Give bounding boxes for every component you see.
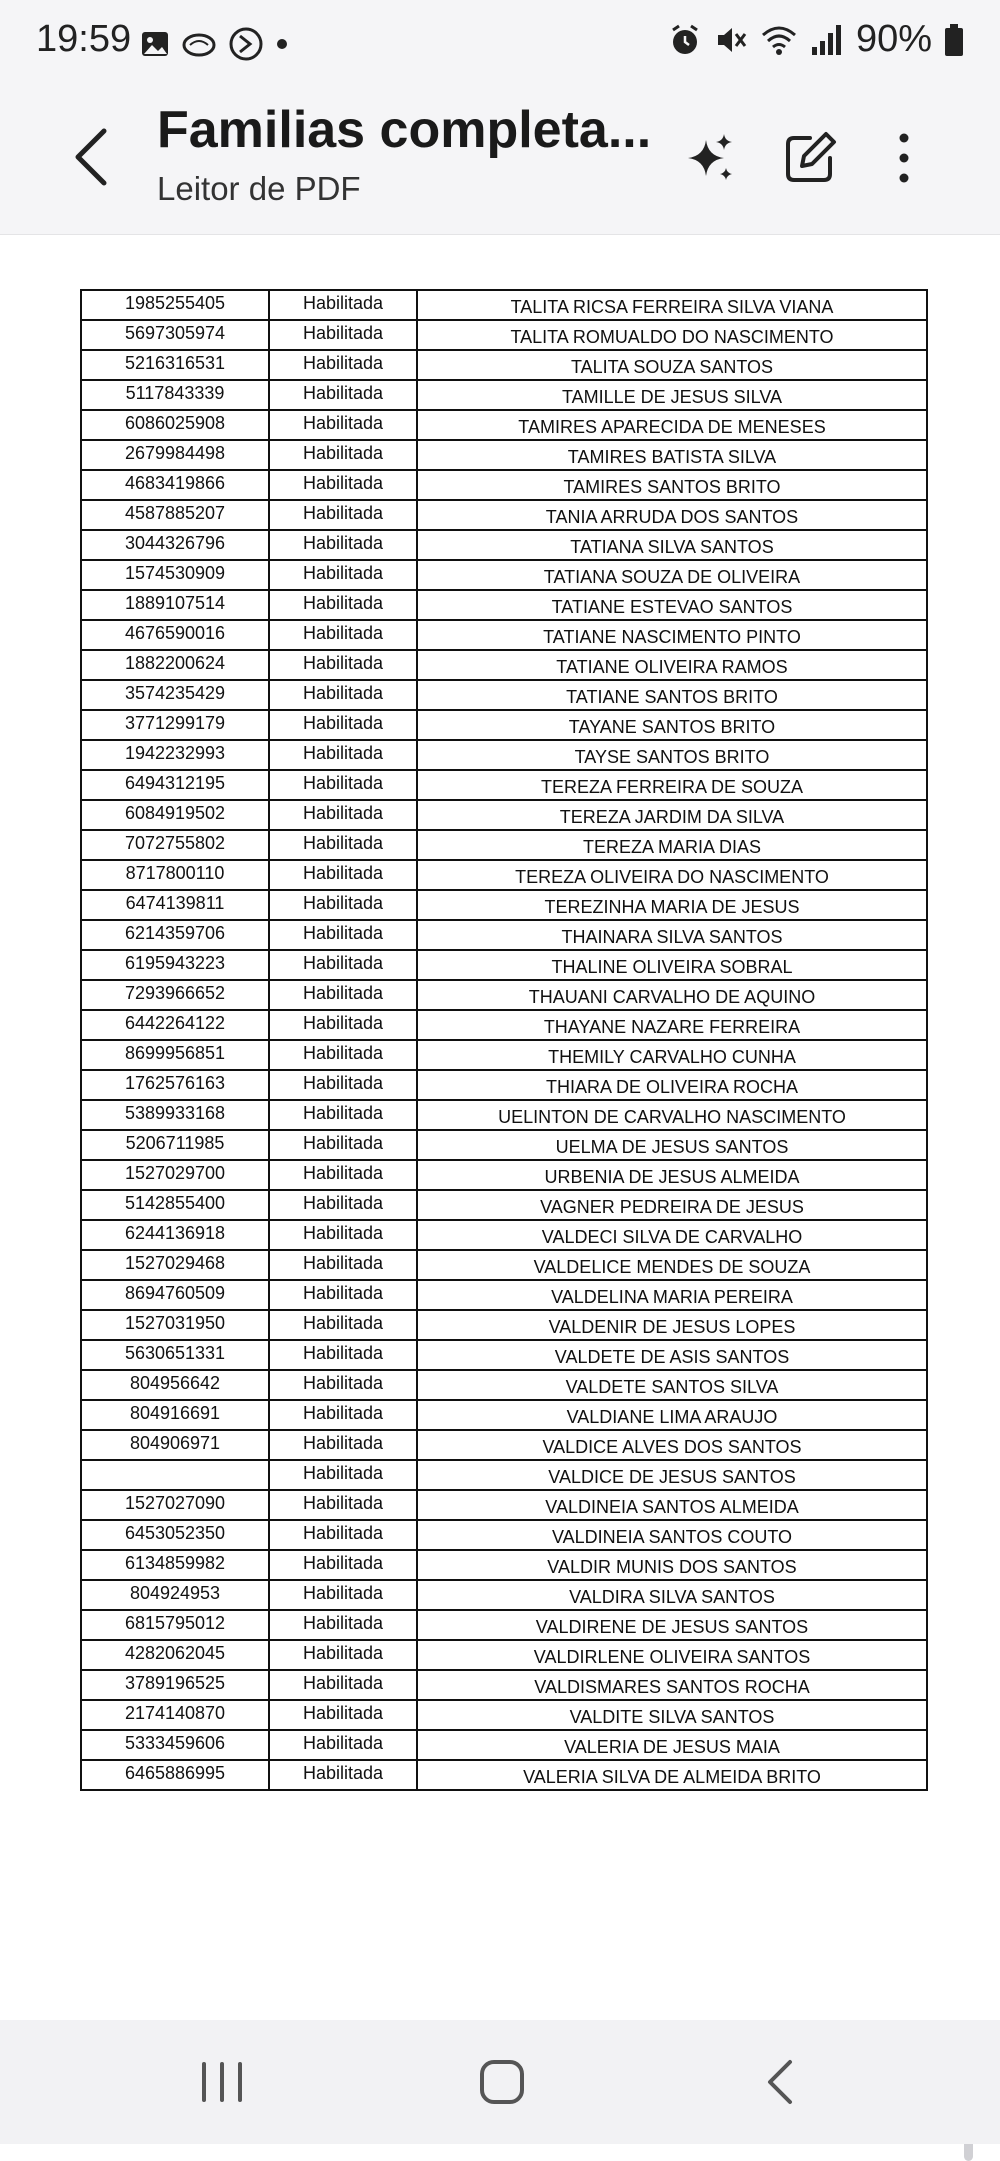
pdf-page[interactable] (0, 235, 1000, 2020)
table-row (81, 1190, 927, 1220)
table-row (81, 950, 927, 980)
row-name-cell: TEREZINHA MARIA DE JESUS (417, 890, 927, 920)
row-id-cell: 1574530909 (81, 560, 269, 590)
table-row (81, 890, 927, 920)
row-status-cell: Habilitada (269, 710, 417, 740)
row-status-cell: Habilitada (269, 680, 417, 710)
table-row (81, 440, 927, 470)
table-row (81, 1280, 927, 1310)
table-row (81, 320, 927, 350)
row-status-cell: Habilitada (269, 530, 417, 560)
back-icon[interactable] (68, 125, 116, 189)
row-id-cell: 4676590016 (81, 620, 269, 650)
table-row (81, 1070, 927, 1100)
row-name-cell: URBENIA DE JESUS ALMEIDA (417, 1160, 927, 1190)
row-name-cell: VALDELICE MENDES DE SOUZA (417, 1250, 927, 1280)
sync-icon (228, 26, 264, 62)
row-id-cell: 1527027090 (81, 1490, 269, 1520)
row-id-cell: 5216316531 (81, 350, 269, 380)
edit-icon[interactable] (780, 128, 840, 188)
row-id-cell: 6474139811 (81, 890, 269, 920)
row-id-cell: 6084919502 (81, 800, 269, 830)
row-id-cell: 804906971 (81, 1430, 269, 1460)
table-row (81, 980, 927, 1010)
table-row (81, 1580, 927, 1610)
battery-percent: 90% (855, 18, 932, 60)
row-status-cell: Habilitada (269, 1310, 417, 1340)
row-id-cell: 6086025908 (81, 410, 269, 440)
table-row (81, 620, 927, 650)
status-icons-left (140, 26, 288, 62)
row-status-cell: Habilitada (269, 560, 417, 590)
row-id-cell: 5389933168 (81, 1100, 269, 1130)
status-icons-right (668, 18, 964, 61)
row-name-cell: VALERIA DE JESUS MAIA (417, 1730, 927, 1760)
row-name-cell: VALDITE SILVA SANTOS (417, 1700, 927, 1730)
row-id-cell: 3574235429 (81, 680, 269, 710)
row-id-cell: 6442264122 (81, 1010, 269, 1040)
row-name-cell: VALERIA SILVA DE ALMEIDA BRITO (417, 1760, 927, 1790)
row-id-cell: 1527029700 (81, 1160, 269, 1190)
row-id-cell: 8694760509 (81, 1280, 269, 1310)
row-name-cell: TAMIRES BATISTA SILVA (417, 440, 927, 470)
row-status-cell: Habilitada (269, 470, 417, 500)
gallery-icon (140, 29, 170, 59)
table-row (81, 1130, 927, 1160)
table-row (81, 800, 927, 830)
row-id-cell: 5117843339 (81, 380, 269, 410)
table-row (81, 1160, 927, 1190)
row-name-cell: VALDIRLENE OLIVEIRA SANTOS (417, 1640, 927, 1670)
row-id-cell: 3789196525 (81, 1670, 269, 1700)
row-name-cell: VALDIR MUNIS DOS SANTOS (417, 1550, 927, 1580)
table-row (81, 290, 927, 320)
row-status-cell: Habilitada (269, 1580, 417, 1610)
row-status-cell: Habilitada (269, 380, 417, 410)
row-name-cell: VALDINEIA SANTOS COUTO (417, 1520, 927, 1550)
row-status-cell: Habilitada (269, 950, 417, 980)
table-row (81, 830, 927, 860)
table-row (81, 1730, 927, 1760)
document-subtitle: Leitor de PDF (157, 170, 361, 207)
table-row (81, 1550, 927, 1580)
table-row (81, 530, 927, 560)
row-name-cell: TAMIRES SANTOS BRITO (417, 470, 927, 500)
wifi-icon (760, 23, 798, 57)
row-id-cell: 1762576163 (81, 1070, 269, 1100)
table-row (81, 1310, 927, 1340)
row-status-cell: Habilitada (269, 1370, 417, 1400)
app-bar (0, 80, 1000, 235)
table-row (81, 560, 927, 590)
row-name-cell: THAYANE NAZARE FERREIRA (417, 1010, 927, 1040)
system-nav-bar (0, 2020, 1000, 2144)
row-status-cell: Habilitada (269, 740, 417, 770)
row-name-cell: TALITA SOUZA SANTOS (417, 350, 927, 380)
row-status-cell: Habilitada (269, 830, 417, 860)
table-row (81, 1400, 927, 1430)
row-name-cell: VALDIRA SILVA SANTOS (417, 1580, 927, 1610)
row-id-cell: 4282062045 (81, 1640, 269, 1670)
row-name-cell: TAMIRES APARECIDA DE MENESES (417, 410, 927, 440)
row-status-cell: Habilitada (269, 290, 417, 320)
row-name-cell: THIARA DE OLIVEIRA ROCHA (417, 1070, 927, 1100)
row-id-cell: 5206711985 (81, 1130, 269, 1160)
row-id-cell: 6453052350 (81, 1520, 269, 1550)
row-name-cell: TATIANE ESTEVAO SANTOS (417, 590, 927, 620)
table-row (81, 1370, 927, 1400)
row-status-cell: Habilitada (269, 1070, 417, 1100)
row-id-cell: 7072755802 (81, 830, 269, 860)
row-name-cell: TATIANA SOUZA DE OLIVEIRA (417, 560, 927, 590)
alarm-icon (668, 23, 702, 57)
row-status-cell: Habilitada (269, 920, 417, 950)
row-status-cell: Habilitada (269, 500, 417, 530)
row-status-cell: Habilitada (269, 860, 417, 890)
row-status-cell: Habilitada (269, 1460, 417, 1490)
families-table (80, 289, 928, 1791)
table-row (81, 1040, 927, 1070)
table-row (81, 740, 927, 770)
row-id-cell: 6195943223 (81, 950, 269, 980)
table-row (81, 1700, 927, 1730)
row-status-cell: Habilitada (269, 350, 417, 380)
row-name-cell: TEREZA OLIVEIRA DO NASCIMENTO (417, 860, 927, 890)
row-id-cell: 8699956851 (81, 1040, 269, 1070)
row-status-cell: Habilitada (269, 620, 417, 650)
row-status-cell: Habilitada (269, 1490, 417, 1520)
row-name-cell: VALDINEIA SANTOS ALMEIDA (417, 1490, 927, 1520)
table-row (81, 410, 927, 440)
table-row (81, 380, 927, 410)
row-name-cell: TEREZA JARDIM DA SILVA (417, 800, 927, 830)
row-status-cell: Habilitada (269, 1040, 417, 1070)
ai-sparkle-icon[interactable] (680, 128, 740, 188)
table-row (81, 680, 927, 710)
row-status-cell: Habilitada (269, 890, 417, 920)
row-name-cell: VALDICE ALVES DOS SANTOS (417, 1430, 927, 1460)
row-name-cell: THEMILY CARVALHO CUNHA (417, 1040, 927, 1070)
table-row (81, 1010, 927, 1040)
more-icon[interactable] (874, 128, 934, 188)
row-name-cell: TEREZA MARIA DIAS (417, 830, 927, 860)
row-id-cell: 6494312195 (81, 770, 269, 800)
row-id-cell: 6465886995 (81, 1760, 269, 1790)
row-id-cell: 3771299179 (81, 710, 269, 740)
row-name-cell: TATIANE OLIVEIRA RAMOS (417, 650, 927, 680)
recents-icon[interactable] (182, 2050, 262, 2114)
row-id-cell: 4683419866 (81, 470, 269, 500)
row-status-cell: Habilitada (269, 1010, 417, 1040)
row-status-cell: Habilitada (269, 1760, 417, 1790)
table-row (81, 1430, 927, 1460)
table-row (81, 1760, 927, 1790)
row-name-cell: VALDETE DE ASIS SANTOS (417, 1340, 927, 1370)
row-id-cell: 1942232993 (81, 740, 269, 770)
table-row (81, 1340, 927, 1370)
row-status-cell: Habilitada (269, 1400, 417, 1430)
row-status-cell: Habilitada (269, 1160, 417, 1190)
row-status-cell: Habilitada (269, 770, 417, 800)
table-row (81, 920, 927, 950)
row-status-cell: Habilitada (269, 320, 417, 350)
table-row (81, 1670, 927, 1700)
row-id-cell: 1889107514 (81, 590, 269, 620)
row-id-cell: 804916691 (81, 1400, 269, 1430)
row-status-cell: Habilitada (269, 1700, 417, 1730)
row-status-cell: Habilitada (269, 1250, 417, 1280)
row-id-cell: 1882200624 (81, 650, 269, 680)
row-name-cell: VALDICE DE JESUS SANTOS (417, 1460, 927, 1490)
table-row (81, 860, 927, 890)
row-id-cell: 6134859982 (81, 1550, 269, 1580)
document-title: Familias completa... (157, 101, 652, 159)
status-time: 19:59 (36, 18, 132, 60)
row-id-cell: 7293966652 (81, 980, 269, 1010)
table-row (81, 500, 927, 530)
row-status-cell: Habilitada (269, 1610, 417, 1640)
battery-icon (944, 23, 964, 57)
row-name-cell: THALINE OLIVEIRA SOBRAL (417, 950, 927, 980)
row-id-cell: 5697305974 (81, 320, 269, 350)
row-id-cell: 1527029468 (81, 1250, 269, 1280)
table-row (81, 1610, 927, 1640)
row-name-cell: TANIA ARRUDA DOS SANTOS (417, 500, 927, 530)
row-name-cell: TATIANE NASCIMENTO PINTO (417, 620, 927, 650)
row-status-cell: Habilitada (269, 1730, 417, 1760)
row-id-cell: 4587885207 (81, 500, 269, 530)
dot-icon (276, 38, 288, 50)
row-name-cell: VALDETE SANTOS SILVA (417, 1370, 927, 1400)
row-id-cell: 3044326796 (81, 530, 269, 560)
row-name-cell: VALDELINA MARIA PEREIRA (417, 1280, 927, 1310)
table-row (81, 350, 927, 380)
row-id-cell: 2679984498 (81, 440, 269, 470)
row-name-cell: TAYSE SANTOS BRITO (417, 740, 927, 770)
table-row (81, 470, 927, 500)
row-name-cell: VALDENIR DE JESUS LOPES (417, 1310, 927, 1340)
row-status-cell: Habilitada (269, 650, 417, 680)
row-status-cell: Habilitada (269, 1670, 417, 1700)
row-id-cell (81, 1460, 269, 1490)
table-row (81, 710, 927, 740)
row-name-cell: VALDIRENE DE JESUS SANTOS (417, 1610, 927, 1640)
row-name-cell: TAMILLE DE JESUS SILVA (417, 380, 927, 410)
table-row (81, 1250, 927, 1280)
table-row (81, 1490, 927, 1520)
table-row (81, 1220, 927, 1250)
row-status-cell: Habilitada (269, 440, 417, 470)
row-status-cell: Habilitada (269, 1130, 417, 1160)
row-name-cell: TATIANE SANTOS BRITO (417, 680, 927, 710)
row-id-cell: 804924953 (81, 1580, 269, 1610)
signal-icon (810, 23, 844, 57)
row-id-cell: 1985255405 (81, 290, 269, 320)
row-name-cell: TEREZA FERREIRA DE SOUZA (417, 770, 927, 800)
row-id-cell: 1527031950 (81, 1310, 269, 1340)
back-nav-icon[interactable] (742, 2050, 822, 2114)
row-name-cell: TALITA RICSA FERREIRA SILVA VIANA (417, 290, 927, 320)
table-row (81, 1640, 927, 1670)
row-status-cell: Habilitada (269, 1100, 417, 1130)
row-status-cell: Habilitada (269, 1220, 417, 1250)
row-id-cell: 2174140870 (81, 1700, 269, 1730)
row-id-cell: 5333459606 (81, 1730, 269, 1760)
row-status-cell: Habilitada (269, 1430, 417, 1460)
row-status-cell: Habilitada (269, 800, 417, 830)
row-name-cell: TALITA ROMUALDO DO NASCIMENTO (417, 320, 927, 350)
row-id-cell: 5142855400 (81, 1190, 269, 1220)
row-name-cell: TAYANE SANTOS BRITO (417, 710, 927, 740)
table-row (81, 770, 927, 800)
row-name-cell: UELINTON DE CARVALHO NASCIMENTO (417, 1100, 927, 1130)
row-name-cell: TATIANA SILVA SANTOS (417, 530, 927, 560)
table-row (81, 1100, 927, 1130)
row-status-cell: Habilitada (269, 1550, 417, 1580)
row-id-cell: 6815795012 (81, 1610, 269, 1640)
table-row (81, 1460, 927, 1490)
row-status-cell: Habilitada (269, 1280, 417, 1310)
home-icon[interactable] (462, 2050, 542, 2114)
table-row (81, 590, 927, 620)
row-name-cell: VAGNER PEDREIRA DE JESUS (417, 1190, 927, 1220)
row-id-cell: 6214359706 (81, 920, 269, 950)
cloud-icon (182, 29, 216, 59)
row-id-cell: 5630651331 (81, 1340, 269, 1370)
row-id-cell: 8717800110 (81, 860, 269, 890)
row-name-cell: VALDIANE LIMA ARAUJO (417, 1400, 927, 1430)
row-name-cell: THAUANI CARVALHO DE AQUINO (417, 980, 927, 1010)
mute-icon (714, 23, 748, 57)
row-name-cell: VALDECI SILVA DE CARVALHO (417, 1220, 927, 1250)
row-name-cell: UELMA DE JESUS SANTOS (417, 1130, 927, 1160)
row-status-cell: Habilitada (269, 1640, 417, 1670)
row-status-cell: Habilitada (269, 1520, 417, 1550)
status-bar (0, 0, 1000, 80)
row-status-cell: Habilitada (269, 410, 417, 440)
table-row (81, 650, 927, 680)
row-status-cell: Habilitada (269, 1340, 417, 1370)
row-id-cell: 804956642 (81, 1370, 269, 1400)
row-name-cell: THAINARA SILVA SANTOS (417, 920, 927, 950)
row-name-cell: VALDISMARES SANTOS ROCHA (417, 1670, 927, 1700)
row-status-cell: Habilitada (269, 1190, 417, 1220)
row-id-cell: 6244136918 (81, 1220, 269, 1250)
table-row (81, 1520, 927, 1550)
row-status-cell: Habilitada (269, 590, 417, 620)
row-status-cell: Habilitada (269, 980, 417, 1010)
